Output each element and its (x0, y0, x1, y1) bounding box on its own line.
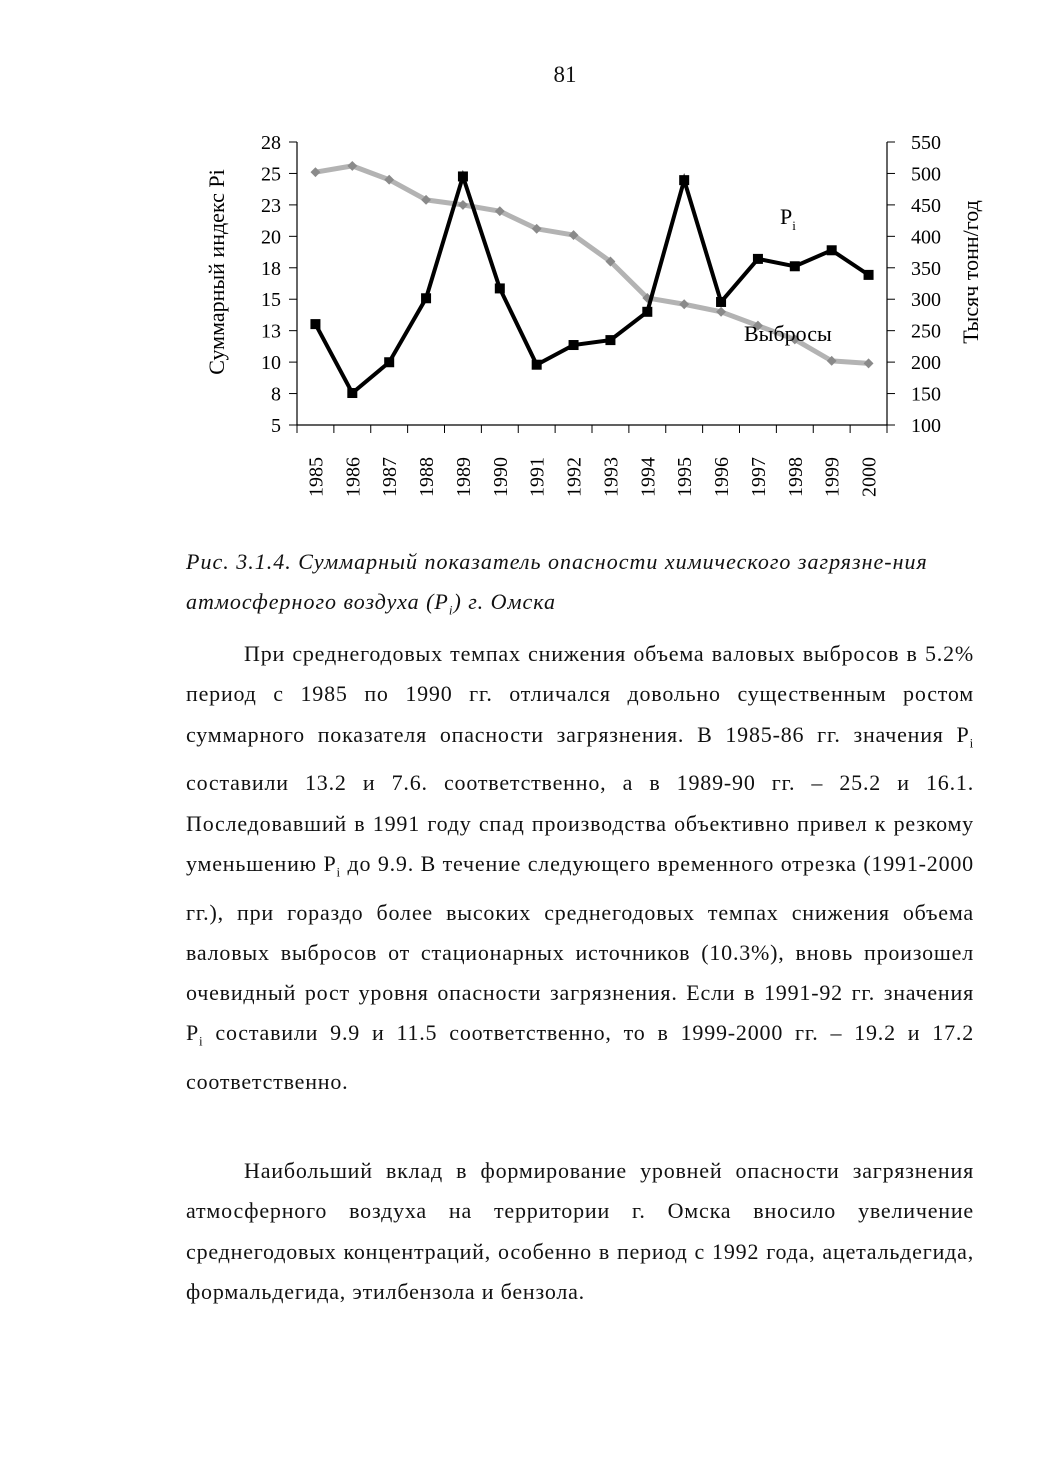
y-right-tick-label: 400 (911, 226, 941, 249)
y-left-tick-label: 15 (261, 289, 281, 312)
chart-axes (297, 142, 887, 425)
pi-point (421, 293, 431, 303)
y-axis-left-label: Суммарный индекс Pi (204, 169, 229, 375)
emissions-point (458, 200, 468, 210)
x-tick-label: 1996 (711, 457, 734, 497)
y-right-tick-label: 150 (911, 383, 941, 406)
y-left-tick-label: 20 (261, 226, 281, 249)
pi-point (605, 335, 615, 345)
y-left-tick-label: 13 (261, 320, 281, 343)
pi-point (864, 270, 874, 280)
x-tick-label: 1999 (821, 457, 844, 497)
y-left-tick-label: 28 (261, 132, 281, 154)
x-tick-label: 1986 (342, 457, 365, 497)
y-left-tick-label: 8 (271, 383, 281, 406)
x-tick-label: 1988 (416, 457, 439, 497)
pi-point (716, 297, 726, 307)
y-axis-right-label: Тысяч тонн/год (958, 200, 983, 344)
x-tick-label: 1994 (637, 457, 660, 497)
y-right-tick-label: 250 (911, 320, 941, 343)
y-left-tick-label: 5 (271, 415, 281, 437)
x-axis-ticks (297, 425, 887, 497)
right-axis-ticks (887, 132, 941, 437)
paragraph-2: Наибольший вклад в формирование уровней опасности загрязнения атмосферного воздуха на территории г. Омска вносило увеличение среднегодовых концентраций, особенно в период с 1992 года, ацетальдегида, формальдегида, этилбензола и бензола. (186, 1158, 974, 1304)
y-right-tick-label: 500 (911, 163, 941, 186)
emissions-point (310, 167, 320, 177)
y-left-tick-label: 23 (261, 194, 281, 217)
pi-point (384, 357, 394, 367)
x-tick-label: 1989 (452, 457, 475, 497)
emissions-point (679, 299, 689, 309)
pi-point (827, 245, 837, 255)
y-right-tick-label: 550 (911, 132, 941, 154)
x-tick-label: 2000 (858, 457, 881, 497)
page-number: 81 (553, 62, 577, 87)
series-layer (310, 161, 873, 398)
y-right-tick-label: 350 (911, 257, 941, 280)
x-tick-label: 1991 (526, 457, 549, 497)
x-tick-label: 1987 (379, 457, 402, 497)
pi-point (569, 340, 579, 350)
x-tick-label: 1998 (784, 457, 807, 497)
pi-point (310, 319, 320, 329)
pi-point (532, 360, 542, 370)
y-left-tick-label: 18 (261, 257, 281, 280)
x-tick-label: 1997 (747, 457, 770, 497)
pi-point (790, 261, 800, 271)
pi-point (347, 388, 357, 398)
emissions-pi-chart (0, 0, 1040, 520)
pi-point (679, 175, 689, 185)
y-right-tick-label: 200 (911, 352, 941, 375)
paragraph-1: При среднегодовых темпах снижения объема валовых выбросов в 5.2% период с 1985 по 1990 гг. отличался довольно существенным ростом суммарного показателя опасности загрязнения. В 1985-86 гг. значения $P_i$ составили 13.2 и 7.6. соответственно, а в 1989-90 гг. – 25.2 и 16.1. Последовавший в 1991 году спад производства объективно привел к резкому уменьшению $P_i$ до 9.9. В течение следующего временного отрезка (1991-2000 гг.), при гораздо более высоких среднегодовых темпах снижения объема валовых выбросов от стационарных источников (10.3%), вновь произошел очевидный рост уровня опасности загрязнения. Если в 1991-92 гг. значения $P_i$ составили 9.9 и 11.5 соответственно, то в 1999-2000 гг. – 19.2 и 17.2 соответственно. (186, 641, 974, 1095)
x-tick-label: 1990 (489, 457, 512, 497)
pi-point (495, 283, 505, 293)
x-tick-label: 1995 (674, 457, 697, 497)
y-right-tick-label: 300 (911, 289, 941, 312)
pi-series-label: $P_i$ (780, 204, 796, 233)
y-left-tick-label: 25 (261, 163, 281, 186)
y-right-tick-label: 100 (911, 415, 941, 437)
left-axis-ticks (261, 132, 297, 437)
x-tick-label: 1993 (600, 457, 623, 497)
x-tick-label: 1985 (305, 457, 328, 497)
x-tick-label: 1992 (563, 457, 586, 497)
emissions-point (864, 358, 874, 368)
pi-point (642, 307, 652, 317)
y-right-tick-label: 450 (911, 194, 941, 217)
emissions-series-label: Выбросы (744, 321, 832, 346)
figure-caption: Рис. 3.1.4. Суммарный показатель опасности химического загрязне-ния атмосферного воздуха $(P_i)$ г. Омска (186, 549, 928, 618)
pi-point (753, 254, 763, 264)
pi-point (458, 171, 468, 181)
y-left-tick-label: 10 (261, 352, 281, 375)
